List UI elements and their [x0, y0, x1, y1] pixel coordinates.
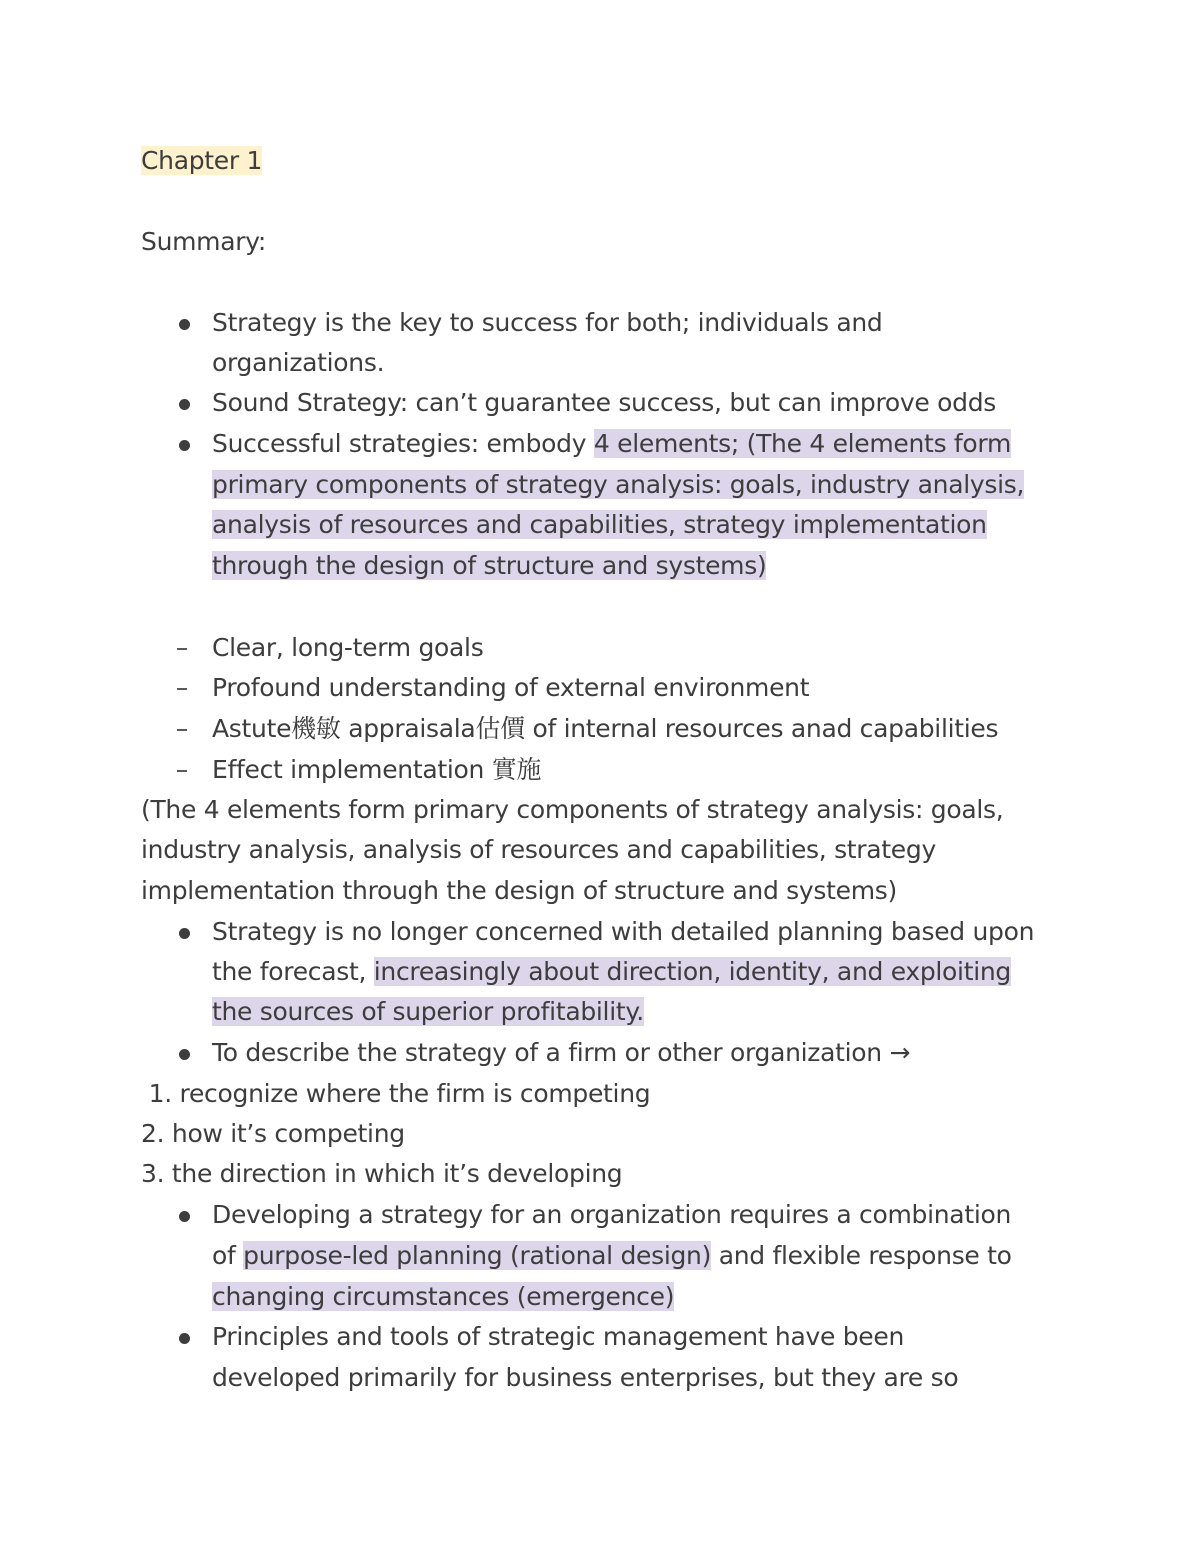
paragraph-line: industry analysis, analysis of resources and capabilities, strategy: [141, 835, 936, 864]
bullet-text: Strategy is no longer concerned with detailed planning based upon: [212, 917, 1035, 946]
bullet-text: [212, 992, 644, 1032]
bullet-dot: [179, 928, 190, 939]
dash-item: Astute機敏 appraisala估價 of internal resources anad capabilities: [212, 714, 999, 743]
bullet-text: [212, 952, 1011, 992]
text-span: and flexible response to: [711, 1241, 1012, 1270]
text-span: the forecast,: [212, 957, 374, 986]
bullet-text: organizations.: [212, 348, 385, 377]
dash-item: Clear, long-term goals: [212, 633, 484, 662]
highlighted-text: primary components of strategy analysis: goals, industry analysis,: [212, 470, 1025, 499]
highlighted-text: analysis of resources and capabilities, strategy implementation: [212, 510, 987, 539]
bullet-text: Sound Strategy: can’t guarantee success, but can improve odds: [212, 388, 997, 417]
text-span: Successful strategies: embody: [212, 429, 594, 458]
highlighted-text: increasingly about direction, identity, and exploiting: [373, 957, 1011, 986]
bullet-text: [212, 465, 1024, 505]
bullet-text: developed primarily for business enterprises, but they are so: [212, 1363, 959, 1392]
bullet-dot: [179, 1049, 190, 1060]
bullet-text: Strategy is the key to success for both; individuals and: [212, 308, 883, 337]
chapter-heading: [141, 141, 262, 181]
highlighted-text: changing circumstances (emergence): [212, 1282, 675, 1311]
highlighted-text: through the design of structure and systems): [212, 551, 767, 580]
dash-marker: [177, 770, 187, 772]
bullet-text: Principles and tools of strategic management have been: [212, 1322, 904, 1351]
bullet-dot: [179, 440, 190, 451]
bullet-text: [212, 1236, 1012, 1276]
dash-item: Effect implementation 實施: [212, 755, 542, 784]
text-span: of: [212, 1241, 244, 1270]
bullet-text: [212, 424, 1011, 464]
bullet-text: To describe the strategy of a firm or other organization →: [212, 1038, 911, 1067]
bullet-dot: [179, 1211, 190, 1222]
highlighted-text: purpose-led planning (rational design): [243, 1241, 712, 1270]
dash-item: Profound understanding of external environment: [212, 673, 810, 702]
summary-label: Summary:: [141, 227, 267, 256]
dash-marker: [177, 729, 187, 731]
bullet-text: [212, 1277, 674, 1317]
bullet-text: [212, 505, 987, 545]
dash-marker: [177, 688, 187, 690]
numbered-item: 1. recognize where the firm is competing: [141, 1079, 651, 1108]
bullet-dot: [179, 319, 190, 330]
highlighted-text: 4 elements; (The 4 elements form: [593, 429, 1012, 458]
highlighted-text: the sources of superior profitability.: [212, 997, 644, 1026]
numbered-item: 2. how it’s competing: [141, 1119, 405, 1148]
bullet-text: [212, 546, 766, 586]
numbered-item: 3. the direction in which it’s developing: [141, 1159, 623, 1188]
paragraph-line: (The 4 elements form primary components of strategy analysis: goals,: [141, 795, 1004, 824]
dash-marker: [177, 648, 187, 650]
chapter-heading-text: Chapter 1: [141, 146, 263, 175]
bullet-dot: [179, 1333, 190, 1344]
bullet-dot: [179, 399, 190, 410]
bullet-text: Developing a strategy for an organization requires a combination: [212, 1200, 1012, 1229]
paragraph-line: implementation through the design of structure and systems): [141, 876, 897, 905]
